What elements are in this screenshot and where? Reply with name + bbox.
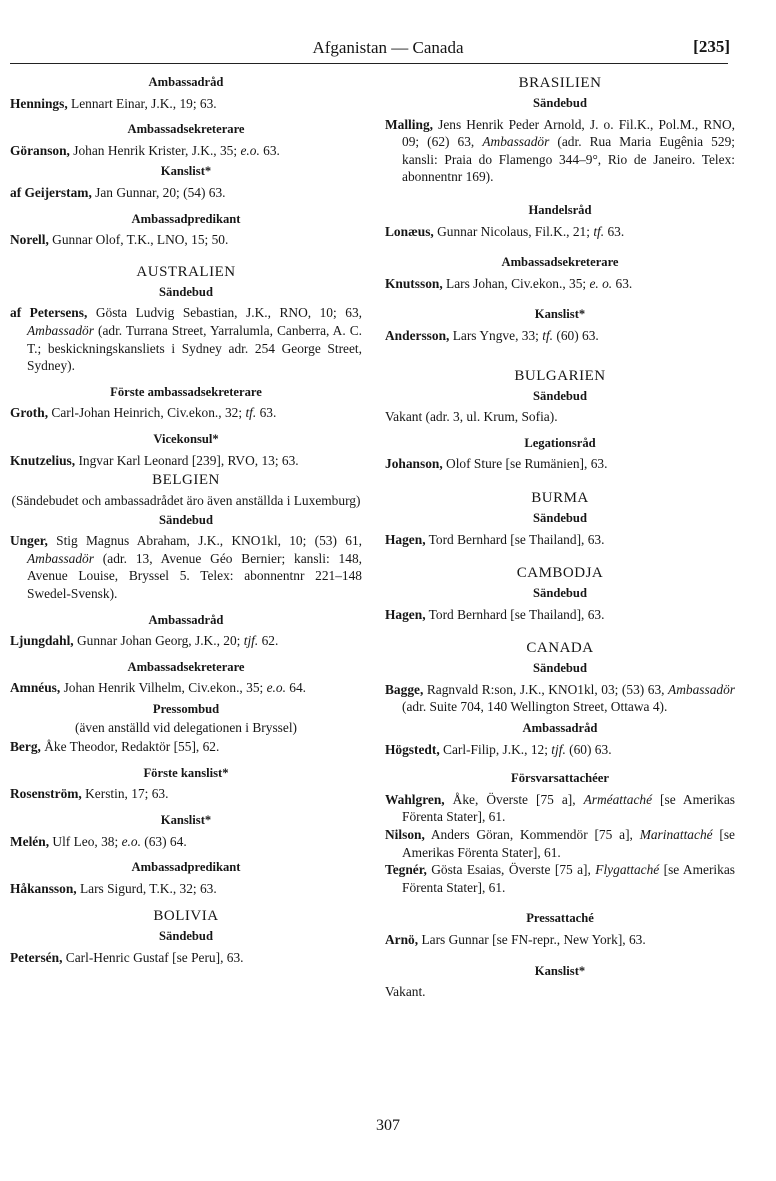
entry-text: Lennart Einar, J.K., 19; 63. [67, 95, 217, 111]
entry-text: Carl-Filip, J.K., 12; [439, 741, 552, 757]
entry-name: af Geijerstam, [10, 184, 92, 200]
entry-italic: e.o. [121, 833, 141, 849]
entry-tail: (63) 64. [140, 833, 187, 849]
entry [385, 741, 735, 759]
entry-text: Olof Sture [se Rumänien], 63. [442, 456, 608, 472]
entry-italic: tf. [542, 327, 554, 343]
entry-text: Gunnar Olof, T.K., LNO, 15; 50. [48, 232, 229, 248]
entry-italic: e.o. [240, 142, 260, 158]
country-heading: BURMA [531, 489, 589, 506]
entry-name: Arnö, [385, 932, 419, 947]
header-rule [10, 63, 728, 64]
running-header-title: Afganistan — Canada [312, 38, 464, 57]
role-heading: Ambassadråd [148, 612, 224, 627]
entry [385, 606, 735, 624]
entry [385, 861, 735, 896]
role-heading: Ambassadsekreterare [127, 122, 245, 137]
role-heading: Legationsråd [524, 435, 596, 450]
entry-italic: Arméattaché [583, 791, 653, 807]
entry [10, 184, 362, 202]
entry-name: Håkansson, [10, 880, 77, 896]
entry-tail: (adr. Suite 704, 140 Wellington Street, Ottawa 4). [402, 699, 668, 715]
entry-italic: tf. [245, 405, 257, 421]
role-heading: Ambassadråd [148, 75, 224, 89]
entry-name: Lonæus, [385, 223, 434, 239]
entry-text: Stig Magnus Abraham, J.K., KNO1kl, 10; (53) 61, [47, 533, 362, 549]
entry [10, 142, 362, 160]
entry-italic: Ambassadör [668, 681, 735, 697]
country-heading: BULGARIEN [514, 367, 606, 384]
role-heading: Kanslist* [534, 963, 586, 978]
entry [10, 452, 362, 470]
entry-text: Anders Göran, Kommendör [75 a], [424, 827, 640, 843]
entry [385, 275, 735, 293]
entry-text: Lars Gunnar [se FN-repr., New York], 63. [418, 932, 646, 947]
entry-name: Melén, [10, 833, 50, 849]
entry-name: af Petersens, [10, 305, 88, 321]
entry-italic: tf. [593, 223, 605, 239]
entry-text: Gösta Ludvig Sebastian, J.K., RNO, 10; 63, [87, 305, 362, 321]
entry-text: Carl-Johan Heinrich, Civ.ekon., 32; [48, 405, 246, 421]
entry-tail: (60) 63. [565, 741, 612, 757]
entry [385, 791, 735, 826]
entry-text: Jens Henrik Peder Arnold, J. o. Fil.K., Pol.M., RNO, 09; (62) 63, [402, 116, 735, 150]
entry-text: Johan Henrik Vilhelm, Civ.ekon., 35; [60, 680, 267, 696]
entry-italic: e.o. [266, 680, 286, 696]
entry-name: Knutsson, [385, 275, 443, 291]
entry-name: Hagen, [385, 606, 426, 622]
role-heading: Sändebud [159, 929, 213, 944]
entry-text: Gösta Esaias, Överste [75 a], [426, 862, 596, 878]
entry-name: Rosenström, [10, 786, 82, 802]
entry-italic: Ambassadör [482, 134, 550, 150]
role-heading: Sändebud [159, 284, 213, 299]
entry [10, 880, 362, 898]
entry [385, 116, 735, 186]
entry-tail: [se Amerikas Förenta Stater], 61. [402, 827, 735, 860]
entry-text: Carl-Henric Gustaf [se Peru], 63. [62, 949, 244, 965]
entry-tail: [se Amerikas Förenta Stater], 61. [402, 791, 735, 825]
entry [385, 223, 735, 241]
country-heading: BRASILIEN [518, 75, 602, 91]
entry-text: Tord Bernhard [se Thailand], 63. [425, 606, 605, 622]
page-number: 307 [376, 1117, 400, 1134]
role-heading: Ambassadpredikant [131, 860, 241, 875]
entry [385, 681, 735, 716]
entry-name: Berg, [10, 739, 41, 755]
entry [385, 327, 735, 345]
role-heading: Kanslist* [534, 307, 586, 322]
entry [385, 931, 735, 949]
entry-tail: (60) 63. [553, 327, 599, 343]
role-heading: Pressattaché [526, 911, 594, 926]
role-heading: Ambassadsekreterare [127, 659, 245, 674]
entry-name: Wahlgren, [385, 791, 445, 807]
entry-italic: Ambassadör [27, 550, 94, 566]
entry-name: Knutzelius, [10, 452, 76, 468]
entry-name: Högstedt, [385, 741, 440, 757]
entry-text: Lars Sigurd, T.K., 32; 63. [76, 880, 217, 896]
entry-text: Åke Theodor, Redaktör [55], 62. [40, 739, 220, 755]
role-heading: Handelsråd [528, 202, 592, 217]
left-column [10, 74, 362, 967]
entry-name: Bagge, [385, 681, 424, 697]
role-heading: Sändebud [533, 586, 587, 601]
role-heading: Sändebud [533, 388, 587, 403]
vacant-text: Vakant (adr. 3, ul. Krum, Sofia). [385, 409, 558, 425]
entry-text: Jan Gunnar, 20; (54) 63. [91, 184, 226, 200]
role-heading: Ambassadsekreterare [501, 255, 619, 270]
entry-tail: 62. [258, 633, 279, 649]
entry [10, 785, 362, 803]
entry [10, 738, 362, 756]
country-heading: CAMBODJA [516, 565, 604, 582]
entry-tail: 63. [604, 223, 625, 239]
entry-tail: (adr. Rua Maria Eugênia 529; kansli: Praia do Flamengo 344–9°, Rio de Janeiro. Telex: abonnentnr 169). [402, 134, 735, 185]
entry-name: Groth, [10, 405, 49, 421]
entry-name: Nilson, [385, 827, 425, 843]
role-heading: Ambassadpredikant [131, 211, 241, 226]
role-heading: Sändebud [159, 512, 213, 527]
entry-tail: (adr. Turrana Street, Yarralumla, Canberra, A. C. T.; beskickningskansliets i Sydney adr. 254 George Street, Sydney). [27, 322, 362, 374]
entry [10, 833, 362, 851]
entry-text: Ragnvald R:son, J.K., KNO1kl, 03; (53) 63, [423, 681, 669, 697]
entry-italic: e. o. [589, 275, 613, 291]
entry-name: Tegnér, [385, 862, 427, 878]
role-heading: Kanslist* [160, 164, 212, 179]
entry-italic: tjf. [243, 633, 259, 649]
entry-name: Ljungdahl, [10, 633, 74, 649]
entry-text: Ingvar Karl Leonard [239], RVO, 13; 63. [75, 452, 299, 468]
running-header-page-ref: [235] [693, 37, 730, 56]
right-column [385, 74, 735, 1001]
role-heading: Ambassadråd [522, 721, 598, 736]
entry-tail: 63. [256, 405, 277, 421]
entry [385, 826, 735, 861]
country-heading: BOLIVIA [153, 908, 219, 925]
country-heading: BELGIEN [152, 472, 220, 489]
entry-text: Johan Henrik Krister, J.K., 35; [69, 142, 241, 158]
entry-tail: [se Amerikas Förenta Stater], 61. [402, 862, 735, 895]
entry-name: Unger, [10, 533, 48, 549]
entry [10, 949, 362, 967]
role-heading: Pressombud [152, 702, 220, 717]
entry-tail: (adr. 13, Avenue Géo Bernier; kansli: 148, Avenue Louise, Bryssel 5. Telex: abonnentnr 221–148 Swedel-Svensk). [27, 550, 362, 602]
entry-name: Hagen, [385, 531, 426, 547]
entry-name: Andersson, [385, 327, 450, 343]
entry-text: Gunnar Johan Georg, J.K., 20; [73, 633, 244, 649]
role-heading: Sändebud [533, 510, 587, 525]
role-heading: Sändebud [533, 96, 587, 110]
entry-italic: Marinattaché [639, 827, 713, 843]
entry-name: Hennings, [10, 95, 68, 111]
country-heading: CANADA [526, 640, 594, 657]
entry-italic: Flygattaché [595, 862, 660, 878]
vacant-text: Vakant. [385, 984, 426, 1000]
entry-text: Ulf Leo, 38; [49, 833, 122, 849]
entry-name: Malling, [385, 116, 433, 132]
role-heading: Sändebud [533, 661, 587, 676]
entry-tail: 63. [259, 142, 280, 158]
entry-name: Petersén, [10, 949, 63, 965]
country-note: (Sändebudet och ambassadrådet äro även anställda i Luxemburg) [11, 493, 361, 509]
entry-text: Lars Yngve, 33; [449, 327, 543, 343]
entry-name: Johanson, [385, 456, 443, 472]
entry [385, 531, 735, 549]
role-heading: Kanslist* [160, 813, 212, 827]
role-heading: Förste ambassadsekreterare [110, 384, 262, 399]
entry-text: Kerstin, 17; 63. [81, 786, 169, 802]
entry-italic: Ambassadör [27, 322, 94, 338]
entry [10, 679, 362, 697]
entry [10, 95, 362, 113]
entry [385, 455, 735, 473]
entry [10, 532, 362, 602]
entry-text: Gunnar Nicolaus, Fil.K., 21; [433, 223, 594, 239]
entry-tail: 64. [285, 680, 307, 696]
entry-name: Norell, [10, 232, 49, 248]
entry-text: Tord Bernhard [se Thailand], 63. [425, 531, 605, 547]
role-heading: Vicekonsul* [153, 431, 219, 446]
entry-name: Göranson, [10, 142, 70, 158]
entry-text: Lars Johan, Civ.ekon., 35; [442, 275, 590, 291]
entry [10, 231, 362, 249]
role-note: (även anställd vid delegationen i Bryssel) [75, 719, 297, 735]
entry [10, 404, 362, 422]
entry [10, 632, 362, 650]
entry-tail: 63. [612, 275, 633, 291]
entry [10, 304, 362, 374]
country-heading: AUSTRALIEN [136, 263, 236, 280]
role-heading: Försvarsattachéer [511, 771, 609, 786]
entry-name: Amnéus, [10, 680, 61, 696]
entry-text: Åke, Överste [75 a], [444, 791, 584, 807]
entry-italic: tjf. [551, 741, 566, 757]
role-heading: Förste kanslist* [143, 765, 229, 780]
